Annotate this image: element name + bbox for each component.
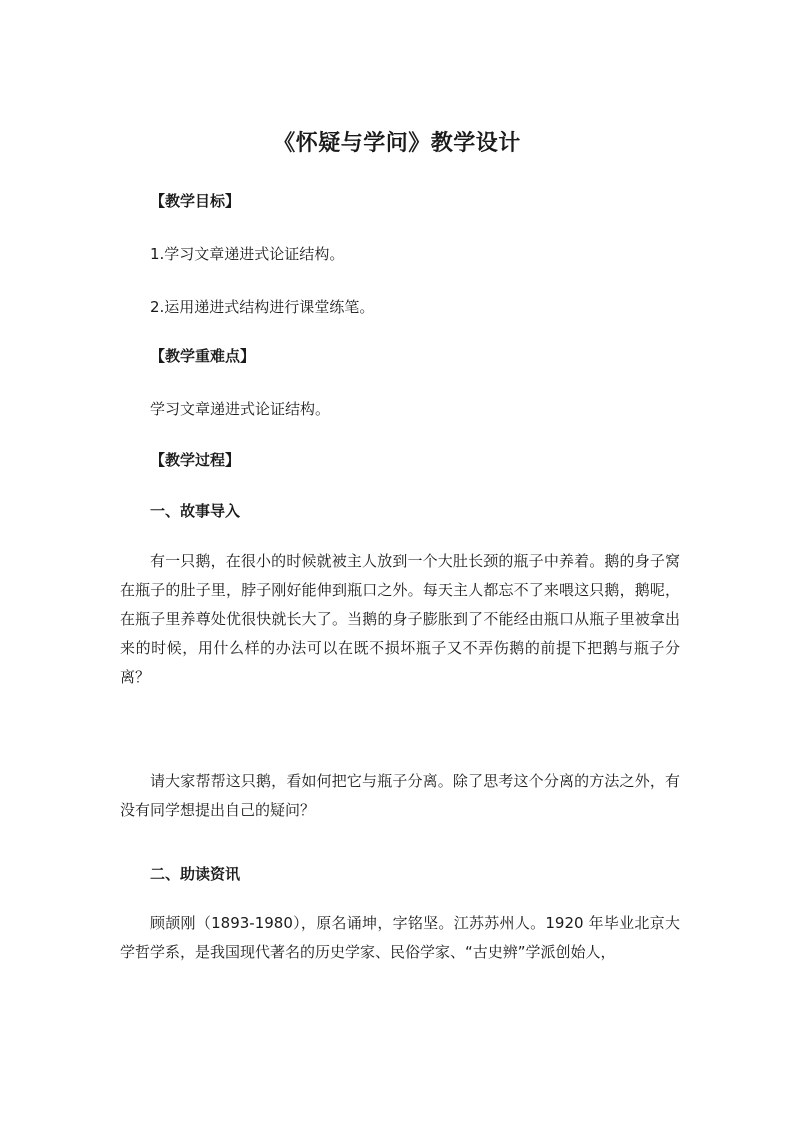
- objective-item-1: 1.学习文章递进式论证结构。: [150, 245, 345, 263]
- author-bio-paragraph: 顾颉刚（1893-1980），原名诵坤，字铭坚。江苏苏州人。1920 年毕业北京大学哲学系，是我国现代著名的历史学家、民俗学家、“古史辨”学派创始人，: [120, 914, 680, 961]
- key-points-text: 学习文章递进式论证结构。: [150, 400, 331, 418]
- key-points-heading: 【教学重难点】: [150, 347, 256, 365]
- process-heading: 【教学过程】: [150, 451, 241, 469]
- story-paragraph-1: 有一只鹅，在很小的时候就被主人放到一个大肚长颈的瓶子中养着。鹅的身子窝在瓶子的肚子里，脖子刚好能伸到瓶口之外。每天主人都忘不了来喂这只鹅，鹅呢，在瓶子里养尊处优很快就长大了。当鹅的身子膨胀到了不能经由瓶口从瓶子里被拿出来的时候，用什么样的办法可以在既不损坏瓶子又不弄伤鹅的前提下把鹅与瓶子分离？: [120, 552, 680, 686]
- reading-aid-heading: 二、助读资讯: [150, 865, 241, 883]
- objective-item-2: 2.运用递进式结构进行课堂练笔。: [150, 298, 375, 316]
- story-intro-heading: 一、故事导入: [150, 502, 241, 520]
- story-paragraph-2: 请大家帮帮这只鹅，看如何把它与瓶子分离。除了思考这个分离的方法之外，有没有同学想提出自己的疑问？: [120, 772, 680, 819]
- objectives-heading: 【教学目标】: [150, 192, 241, 210]
- document-title: 《怀疑与学问》教学设计: [273, 131, 521, 156]
